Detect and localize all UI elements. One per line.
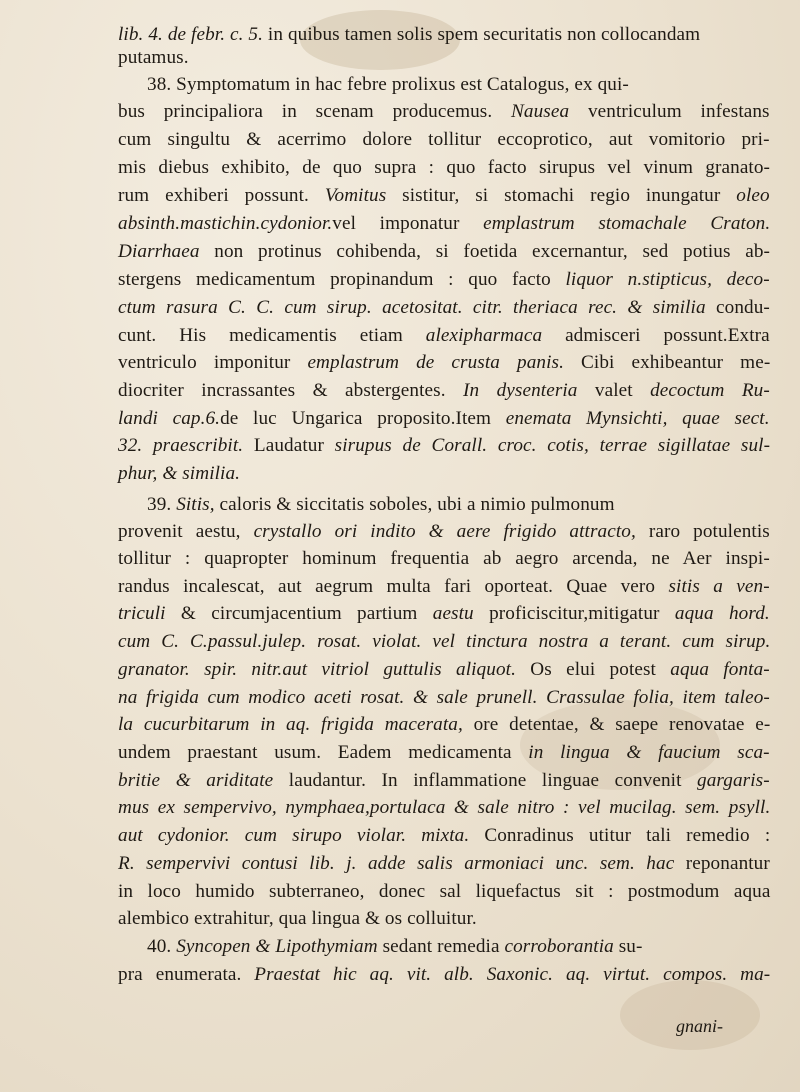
italic-text: aut cydonior. cum sirupo violar. mixta. (118, 825, 470, 846)
italic-text: Vomitus (324, 185, 387, 206)
paper-stain (620, 980, 760, 1050)
text-line (147, 72, 629, 98)
catchword: gnani- (676, 1016, 723, 1036)
text-line (118, 546, 770, 572)
roman-text: Os elui potest (515, 659, 671, 680)
roman-text: vel imponatur (332, 213, 484, 234)
italic-text: Syncopen & Lipothymiam (176, 936, 378, 957)
text-line (118, 239, 770, 265)
text-line (118, 99, 770, 125)
text-line (118, 768, 770, 794)
text-line (118, 879, 770, 905)
roman-text: undem praestant usum. Eadem medicamenta (118, 742, 529, 763)
text-line (118, 906, 477, 932)
italic-text: triculi (118, 603, 166, 624)
roman-text: in quibus tamen solis spem securitatis non collocandam (267, 24, 701, 45)
text-line (118, 295, 770, 321)
italic-text: crystallo ori indito & aere frigido attracto, (253, 521, 636, 542)
roman-text: Conradinus utitur tali remedio : (469, 825, 771, 846)
italic-text: 32. praescribit. (118, 435, 244, 456)
italic-text: aqua hord. (674, 603, 770, 624)
italic-text: granator. spir. nitr.aut vitriol guttulis aliquot. (118, 659, 516, 680)
text-line (118, 323, 770, 349)
text-line (118, 155, 770, 181)
roman-text: raro potulentis (635, 521, 770, 542)
italic-text: corroborantia (504, 936, 614, 957)
text-line (118, 574, 770, 600)
italic-text: Sitis, (176, 494, 215, 515)
italic-text: emplastrum de crusta panis. (307, 352, 564, 373)
italic-text: alexipharmaca (425, 325, 543, 346)
roman-text: & circumjacentium partium (165, 603, 433, 624)
italic-text: oleo (736, 185, 770, 206)
italic-text: landi cap.6. (118, 408, 221, 429)
roman-text: laudantur. In inflammatione linguae convenit (273, 770, 698, 791)
text-line (118, 657, 770, 683)
roman-text: reponantur (674, 853, 770, 874)
roman-text: in loco humido subterraneo, donec sal liquefactus sit : postmodum aqua (118, 881, 771, 902)
text-line (118, 629, 770, 655)
text-line (118, 267, 770, 293)
roman-text: cunt. His medicamentis etiam (118, 325, 426, 346)
roman-text: admisceri possunt.Extra (542, 325, 770, 346)
text-line (147, 492, 615, 518)
italic-text: lib. 4. de febr. c. 5. (118, 24, 268, 45)
text-line (118, 211, 770, 237)
roman-text: cum singultu & acerrimo dolore tollitur eccoprotico, aut vomitorio pri- (118, 129, 770, 150)
roman-text: pra enumerata. (118, 964, 255, 985)
roman-text: condu- (705, 297, 770, 318)
roman-text: tollitur : quapropter hominum frequentia ab aegro arcenda, ne Aer inspi- (118, 548, 770, 569)
italic-text: Crassulae folia, item taleo- (546, 687, 770, 708)
roman-text: ore detentae, & saepe renovatae e- (462, 714, 771, 735)
italic-text: decoctum Ru- (650, 380, 770, 401)
text-line (118, 740, 770, 766)
text-line (118, 601, 770, 627)
text-line (118, 685, 770, 711)
roman-text: rum exhiberi possunt. (118, 185, 325, 206)
roman-text: Cibi exhibeantur me- (563, 352, 771, 373)
roman-text: mis diebus exhibito, de quo supra : quo facto sirupus vel vinum granato- (118, 157, 771, 178)
italic-text: liquor n.stipticus, deco- (565, 269, 770, 290)
text-line (118, 712, 770, 738)
roman-text: 38. Symptomatum in hac febre prolixus est Catalogus, ex qui- (147, 74, 629, 95)
italic-text: enemata Mynsichti, quae sect. (505, 408, 770, 429)
text-line (118, 45, 189, 71)
roman-text: caloris & siccitatis soboles, ubi a nimio pulmonum (214, 494, 615, 515)
roman-text: 39. (147, 494, 177, 515)
roman-text: putamus. (118, 47, 189, 68)
roman-text: diocriter incrassantes & abstergentes. (118, 380, 463, 401)
italic-text: mus ex sempervivo, nymphaea,portulaca & sale nitro : vel mucilag. sem. psyll. (118, 797, 771, 818)
italic-text: phur, & similia. (118, 463, 241, 484)
italic-text: Diarrhaea (118, 241, 200, 262)
text-line (118, 378, 770, 404)
roman-text: stergens medicamentum propinandum : quo facto (118, 269, 566, 290)
italic-text: ctum rasura C. C. cum sirup. acetositat. citr. theriaca rec. & similia (118, 297, 706, 318)
text-line (118, 519, 770, 545)
text-line (118, 433, 770, 459)
roman-text: sedant remedia (377, 936, 505, 957)
roman-text: alembico extrahitur, qua lingua & os colluitur. (118, 908, 477, 929)
italic-text: R. sempervivi contusi lib. j. adde salis armoniaci unc. sem. hac (118, 853, 675, 874)
roman-text: sistitur, si stomachi regio inungatur (386, 185, 737, 206)
italic-text: britie & ariditate (118, 770, 274, 791)
text-line (118, 22, 700, 48)
italic-text: absinth.mastichin.cydonior. (118, 213, 333, 234)
roman-text: non protinus cohibenda, si foetida excernantur, sed potius ab- (199, 241, 771, 262)
roman-text: valet (577, 380, 651, 401)
roman-text: randus incalescat, aut aegrum multa fari oporteat. Quae vero (118, 576, 669, 597)
roman-text: 40. (147, 936, 177, 957)
roman-text: proficiscitur,mitigatur (473, 603, 675, 624)
italic-text: sitis a ven- (668, 576, 770, 597)
italic-text: aestu (432, 603, 474, 624)
roman-text: Laudatur (243, 435, 335, 456)
roman-text: su- (613, 936, 643, 957)
text-line (118, 350, 770, 376)
text-line (118, 183, 770, 209)
italic-text: cum C. C.passul.julep. rosat. violat. vel tinctura nostra a terant. cum sirup. (118, 631, 771, 652)
text-line (118, 127, 770, 153)
italic-text: aqua fonta- (670, 659, 770, 680)
roman-text: provenit aestu, (118, 521, 254, 542)
text-line (118, 851, 770, 877)
text-line (118, 406, 770, 432)
roman-text: ventriculum infestans (569, 101, 770, 122)
text-line (118, 962, 770, 988)
italic-text: In dysenteria (463, 380, 578, 401)
roman-text: ventriculo imponitur (118, 352, 308, 373)
text-line (118, 823, 770, 849)
roman-text: de luc Ungarica proposito.Item (220, 408, 506, 429)
italic-text: in lingua & faucium sca- (528, 742, 770, 763)
text-line (147, 934, 642, 960)
roman-text: bus principaliora in scenam producemus. (118, 101, 512, 122)
italic-text: na frigida cum modico aceti rosat. & sale prunell. (118, 687, 538, 708)
roman-text (538, 687, 547, 708)
text-line (118, 461, 240, 487)
italic-text: gargaris- (697, 770, 770, 791)
italic-text: la cucurbitarum in aq. frigida macerata, (118, 714, 463, 735)
italic-text: Praestat hic aq. vit. alb. Saxonic. aq. virtut. compos. ma- (254, 964, 771, 985)
italic-text: emplastrum stomachale Craton. (483, 213, 771, 234)
italic-text: Nausea (511, 101, 570, 122)
text-line (118, 795, 770, 821)
italic-text: sirupus de Corall. croc. cotis, terrae sigillatae sul- (334, 435, 771, 456)
